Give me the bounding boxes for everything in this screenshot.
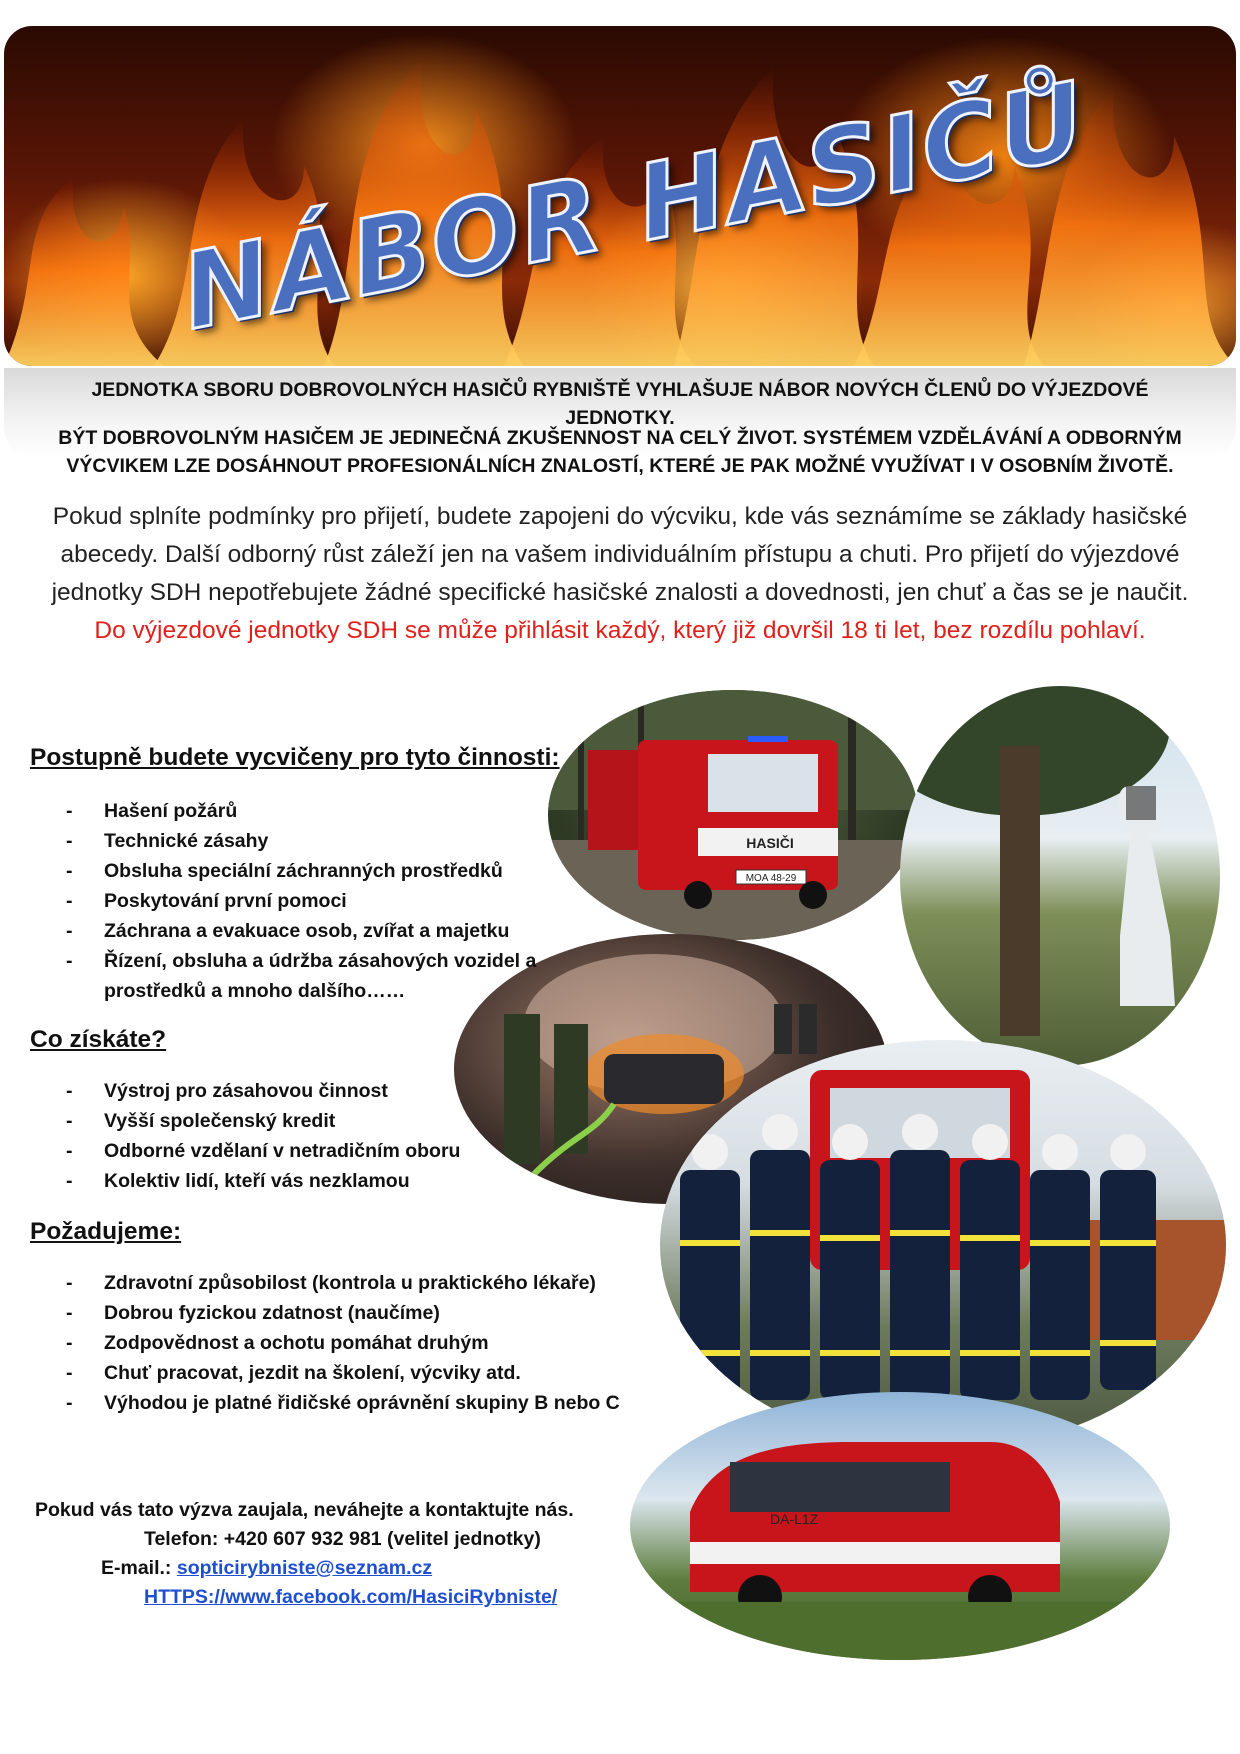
list-item: - Řízení, obsluha a údržba zásahových vozidel a prostředků a mnoho dalšího……: [66, 946, 556, 1006]
contact-facebook-row: [144, 1583, 557, 1612]
benefits-list: [66, 1076, 506, 1196]
list-item: - Dobrou fyzickou zdatnost (naučíme): [66, 1298, 666, 1328]
flame-banner: [4, 26, 1236, 366]
training-list: [66, 796, 556, 1006]
intro-highlight: Do výjezdové jednotky SDH se může přihlásit každý, který již dovršil 18 ti let, bez rozdílu pohlaví.: [94, 617, 1146, 644]
list-item: - Chuť pracovat, jezdit na školení, výcviky atd.: [66, 1358, 666, 1388]
contact-phone: Telefon: +420 607 932 981 (velitel jednotky): [144, 1528, 541, 1550]
photo-team: [660, 1040, 1226, 1450]
requirements-list: [66, 1268, 666, 1418]
training-section-title: Postupně budete vycvičeny pro tyto činnosti:: [30, 744, 560, 771]
van-label: DA-L1Z: [770, 1511, 819, 1527]
truck-label: HASIČI: [746, 835, 794, 851]
contact-email-row: [101, 1554, 432, 1583]
list-item: - Odborné vzdělaní v netradičním oboru: [66, 1136, 506, 1166]
truck-plate: MOA 48-29: [745, 873, 797, 884]
list-item: - Záchrana a evakuace osob, zvířat a majetku: [66, 916, 556, 946]
list-item: - Vyšší společenský kredit: [66, 1106, 506, 1136]
photo-tree-beekeeper: [900, 686, 1220, 1066]
list-item: - Technické zásahy: [66, 826, 556, 856]
contact-lead: Pokud vás tato výzva zaujala, neváhejte a kontaktujte nás.: [35, 1499, 574, 1521]
headline: JEDNOTKA SBORU DOBROVOLNÝCH HASIČŮ RYBNIŠTĚ VYHLAŠUJE NÁBOR NOVÝCH ČLENŮ DO VÝJEZDOVÉ JEDNOTKY.: [91, 379, 1149, 429]
subheadline-line-1: BÝT DOBROVOLNÝM HASIČEM JE JEDINEČNÁ ZKUŠENNOST NA CELÝ ŽIVOT. SYSTÉMEM VZDĚLÁVÁNÍ A ODBORNÝM: [58, 427, 1182, 449]
list-item: - Poskytování první pomoci: [66, 886, 556, 916]
list-item: - Zodpovědnost a ochotu pomáhat druhým: [66, 1328, 666, 1358]
requirements-section-title: Požadujeme:: [30, 1218, 182, 1245]
list-item: - Výhodou je platné řidičské oprávnění skupiny B nebo C: [66, 1388, 666, 1418]
contact-email-label: E-mail.:: [101, 1557, 172, 1579]
email-link[interactable]: sopticirybniste@seznam.cz: [176, 1557, 433, 1579]
list-item: - Hašení požárů: [66, 796, 556, 826]
banner-title: NÁBOR HASIČŮ: [172, 58, 1096, 354]
subheadline-line-2: VÝCVIKEM LZE DOSÁHNOUT PROFESIONÁLNÍCH ZNALOSTÍ, KTERÉ JE PAK MOŽNÉ VYUŽÍVAT I V OSOBNÍM ŽIVOTĚ.: [66, 455, 1174, 477]
intro-text: Pokud splníte podmínky pro přijetí, budete zapojeni do výcviku, kde vás seznámíme se základy hasičské abecedy. Další odborný růst záleží jen na vašem individuálním přístupu a chuti. Pro přijetí do výjezdové jednotky SDH nepotřebujete žádné specifické hasičské znalosti a dovednosti, jen chuť a čas se je naučit.: [51, 503, 1189, 606]
photo-van: [630, 1392, 1170, 1660]
list-item: - Výstroj pro zásahovou činnost: [66, 1076, 506, 1106]
photo-fire-trucks: [548, 690, 918, 940]
list-item: - Zdravotní způsobilost (kontrola u praktického lékaře): [66, 1268, 666, 1298]
facebook-link[interactable]: HTTPS://www.facebook.com/HasiciRybniste/: [144, 1586, 558, 1608]
intro-paragraph: [30, 498, 1210, 650]
list-item: - Obsluha speciální záchranných prostředků: [66, 856, 556, 886]
benefits-section-title: Co získáte?: [30, 1026, 167, 1053]
list-item: - Kolektiv lidí, kteří vás nezklamou: [66, 1166, 506, 1196]
